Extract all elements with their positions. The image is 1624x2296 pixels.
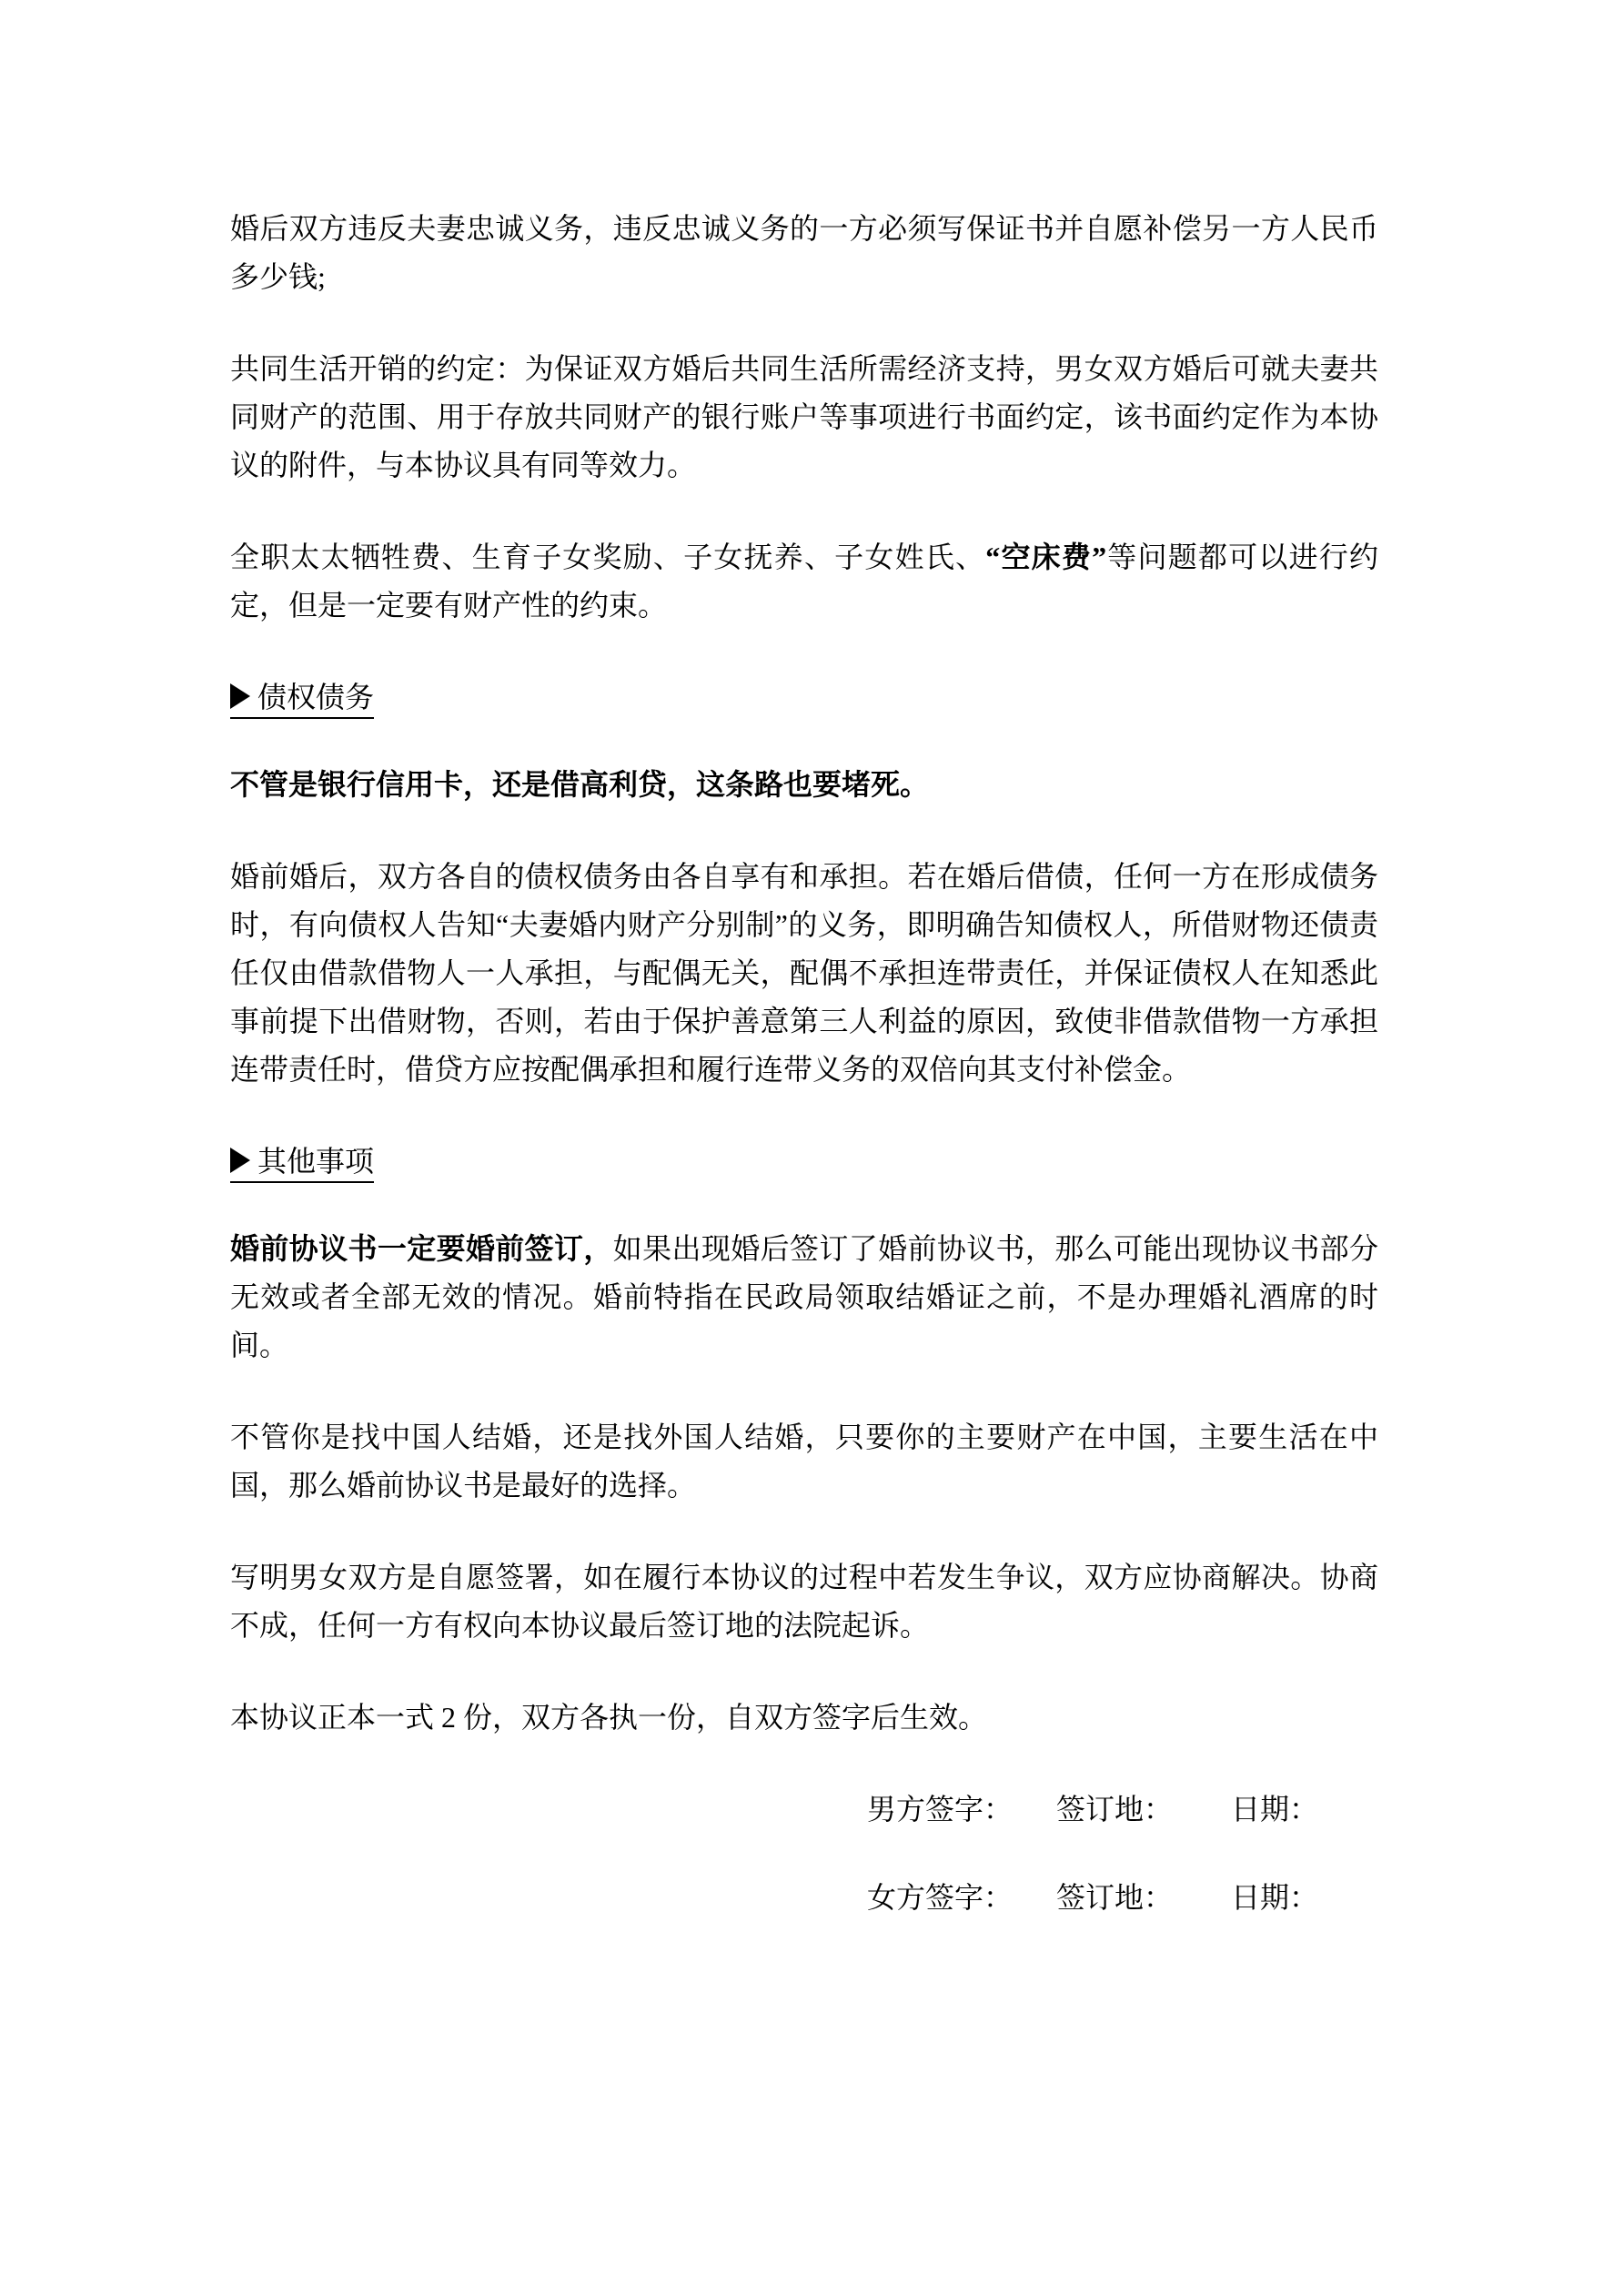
signature-row-male [867,1785,1378,1834]
text-run-lead: 全职太太牺牲费、生育子女奖励、子女抚养、子女姓氏、 [230,541,986,573]
text-run-bold-lead: 婚前协议书一定要婚前签订， [230,1232,613,1265]
female-signature-label: 女方签字： [867,1881,1014,1914]
paragraph-duplicate-copies: 本协议正本一式 2 份，双方各执一份，自双方签字后生效。 [230,1701,988,1734]
paragraph-voluntary-dispute: 写明男女双方是自愿签署，如在履行本协议的过程中若发生争议，双方应协商解决。协商不成，任何一方有权向本协议最后签订地的法院起诉。 [230,1561,1378,1642]
section-heading-debts [230,673,1378,722]
paragraph-debt-warning: 不管是银行信用卡，还是借高利贷，这条路也要堵死。 [230,768,930,801]
text-run-rest: 如果出现婚后签订了婚前协议书，那么可能出现协议书部分无效或者全部无效的情况。婚前特指在民政局领取结婚证之前，不是办理婚礼酒席的时间。 [230,1232,1378,1361]
text-run-tail: 等问题都可以进行约定，但是一定要有财产性的约束。 [230,541,1378,622]
date-label: 日期： [1231,1793,1319,1826]
triangle-bullet-icon [230,683,250,709]
male-signature-label: 男方签字： [867,1793,1014,1826]
underlined-heading [230,679,374,719]
heading-label-other-matters: 其他事项 [257,1145,375,1178]
paragraph-loyalty-compensation: 婚后双方违反夫妻忠诚义务，违反忠诚义务的一方必须写保证书并自愿补偿另一方人民币多少钱; [230,212,1378,293]
heading-label-debts: 债权债务 [257,681,375,713]
signing-place-label: 签订地： [1056,1881,1174,1914]
text-run-bold-kongchuangfei: “空床费” [985,541,1107,573]
triangle-bullet-icon [230,1148,250,1173]
underlined-heading [230,1143,374,1183]
signature-row-female [867,1874,1378,1922]
section-heading-other-matters [230,1138,1378,1186]
paragraph-china-choice: 不管你是找中国人结婚，还是找外国人结婚，只要你的主要财产在中国，主要生活在中国，那么婚前协议书是最好的选择。 [230,1421,1378,1502]
paragraph-joint-living-expenses: 共同生活开销的约定：为保证双方婚后共同生活所需经济支持，男女双方婚后可就夫妻共同财产的范围、用于存放共同财产的银行账户等事项进行书面约定，该书面约定作为本协议的附件，与本协议具有同等效力。 [230,352,1378,481]
date-label: 日期： [1231,1881,1319,1914]
signing-place-label: 签订地： [1056,1793,1174,1826]
paragraph-debt-terms: 婚前婚后，双方各自的债权债务由各自享有和承担。若在婚后借债，任何一方在形成债务时，有向债权人告知“夫妻婚内财产分别制”的义务，即明确告知债权人，所借财物还债责任仅由借款借物人一人承担，与配偶无关，配偶不承担连带责任，并保证债权人在知悉此事前提下出借财物，否则，若由于保护善意第三人利益的原因，致使非借款借物一方承担连带责任时，借贷方应按配偶承担和履行连带义务的双倍向其支付补偿金。 [230,860,1378,1086]
paragraph-signing-time [230,1225,1378,1370]
paragraph-negotiable-topics [230,533,1378,630]
